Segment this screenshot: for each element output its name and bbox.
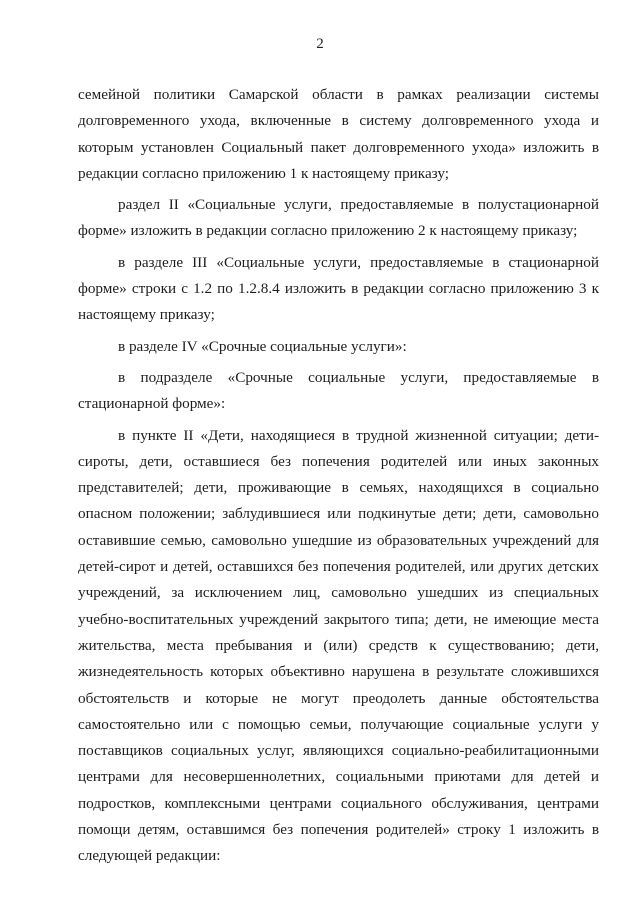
document-body — [78, 82, 599, 875]
paragraph-section-4: в разделе IV «Срочные социальные услуги»: — [118, 337, 407, 355]
paragraph-item-2: в пункте II «Дети, находящиеся в трудной жизненной ситуации; дети-сироты, дети, оставшиеся без попечения родителей или иных законных представителей; дети, проживающие в семьях, находящихся в социально опасном положении; заблудившиеся или подкинутые дети; дети, самовольно оставившие семью, самовольно ушедшие из образовательных учреждений для детей-сирот и детей, оставшихся без попечения родителей, или других детских учреждений, за исключением лиц, самовольно ушедших из специальных учебно-воспитательных учреждений закрытого типа; дети, не имеющие места жительства, места пребывания и (или) средств к существованию; дети, жизнедеятельность которых объективно нарушена в результате сложившихся обстоятельств и которые не могут преодолеть данные обстоятельства самостоятельно или с помощью семьи, получающие социальные услуги у поставщиков социальных услуг, являющихся социально-реабилитационными центрами для несовершеннолетних, социальными приютами для детей и подростков, комплексными центрами социального обслуживания, центрами помощи детям, оставшимся без попечения родителей» строку 1 изложить в следующей редакции: — [78, 426, 599, 865]
paragraph-continuation: семейной политики Самарской области в рамках реализации системы долговременного ухода, включенные в систему долговременного ухода и которым установлен Социальный пакет долговременного ухода» изложить в редакции согласно приложению 1 к настоящему приказу; — [78, 86, 599, 182]
paragraph-section-2: раздел II «Социальные услуги, предоставляемые в полустационарной форме» изложить в редакции согласно приложению 2 к настоящему приказу; — [78, 196, 599, 240]
page-number: 2 — [316, 36, 324, 52]
paragraph-subsection: в подразделе «Срочные социальные услуги, предоставляемые в стационарной форме»: — [78, 368, 599, 413]
paragraph-section-3: в разделе III «Социальные услуги, предоставляемые в стационарной форме» строки с 1.2 по 1.2.8.4 изложить в редакции согласно приложению 3 к настоящему приказу; — [78, 253, 599, 324]
